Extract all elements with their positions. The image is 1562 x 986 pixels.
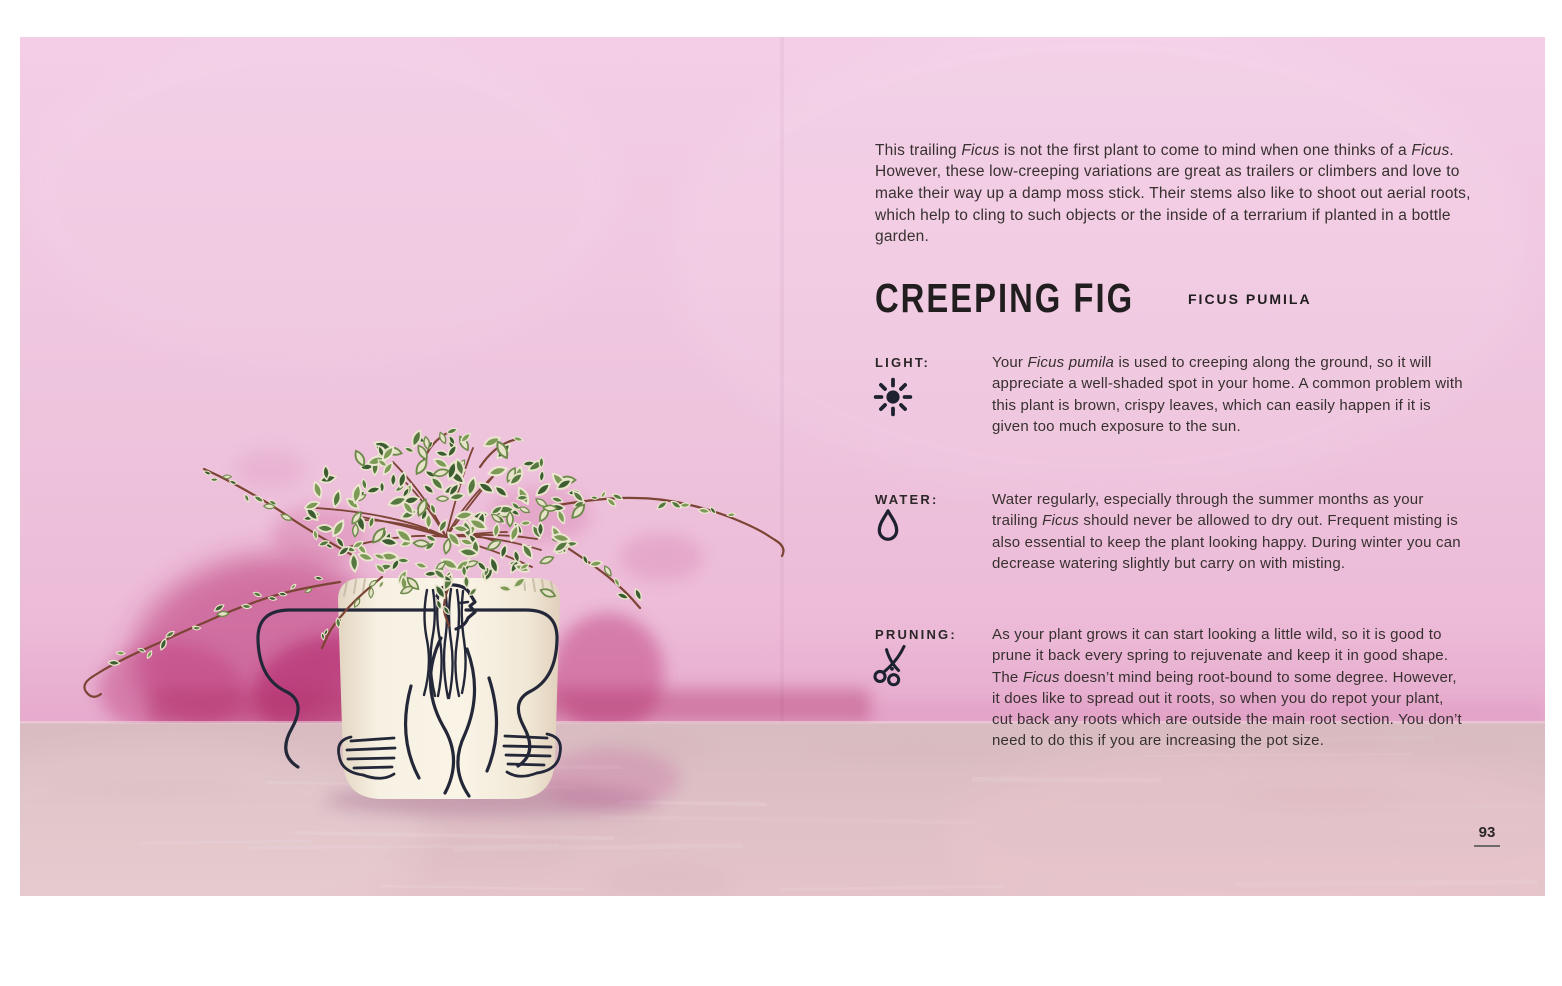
water-label: WATER: <box>875 492 939 507</box>
pruning-label: PRUNING: <box>875 627 957 642</box>
water-drop-icon <box>875 507 901 545</box>
scissors-icon <box>868 641 916 689</box>
sun-icon <box>872 376 914 418</box>
pruning-text: As your plant grows it can start looking a little wild, so it is good to prune it back every spring to rejuvenate and keep it in good shape. The Ficus doesn’t mind being root-bound to some degree. However, it does like to spread out it roots, so when you do repot your plant, cut back any roots which are outside the main root section. You don’t need to do this if you are increasing the pot size. <box>992 626 1462 750</box>
plant-common-name: CREEPING FIG <box>875 275 1135 321</box>
page-number <box>1474 824 1500 847</box>
intro-paragraph: This trailing Ficus is not the first plant to come to mind when one thinks of a Ficus. However, these low-creeping variations are great as trailers or climbers and love to make their way up a damp moss stick. Their stems also like to shoot out aerial roots, which help to cling to such objects or the inside of a terrarium if planted in a bottle garden. <box>875 141 1471 246</box>
page-number-value: 93 <box>1478 824 1496 841</box>
light-text: Your Ficus pumila is used to creeping along the ground, so it will appreciate a well-shaded spot in your home. A common problem with this plant is brown, crispy leaves, which can easily happen if it is given too much exposure to the sun. <box>992 354 1463 435</box>
water-text: Water regularly, especially through the summer months as your trailing Ficus should never be allowed to dry out. Frequent misting is also essential to keep the plant looking happy. During winter you can decrease watering slightly but carry on with misting. <box>992 491 1461 572</box>
page-number-rule <box>1474 845 1500 847</box>
plant-latin-name: FICUS PUMILA <box>1188 291 1312 307</box>
light-label: LIGHT: <box>875 355 931 370</box>
